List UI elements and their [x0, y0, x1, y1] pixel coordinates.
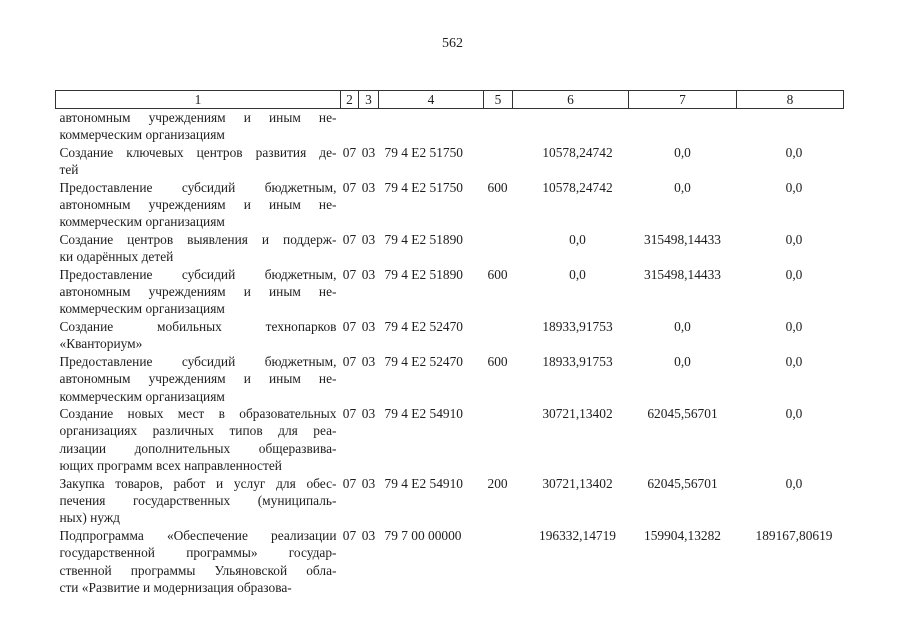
table-row [56, 527, 844, 597]
row-description [56, 144, 341, 179]
table-row [56, 475, 844, 527]
target-article-cell: 79 4 E2 54910 [384, 475, 463, 491]
description-line: ных) нужд [59, 510, 120, 526]
description-line: Предоставление субсидий бюджетным, [59, 179, 337, 195]
section-cell: 07 [342, 266, 357, 282]
description-line: автономным учреждениям и иным не- [59, 284, 337, 300]
subsection-cell [359, 109, 379, 144]
target-article-cell: 79 7 00 00000 [384, 527, 462, 543]
description-line: Подпрограмма «Обеспечение реализации [59, 527, 337, 543]
target-article-cell: 79 4 E2 52470 [384, 353, 463, 369]
column-number-row [56, 91, 844, 109]
expense-type-cell [484, 405, 513, 475]
subsection-cell: 03 [361, 527, 376, 543]
column-header-4: 4 [379, 91, 484, 109]
value-cell-col6: 18933,91753 [542, 318, 613, 334]
description-line: «Кванториум» [59, 336, 143, 352]
value-cell-col6: 196332,14719 [539, 527, 616, 543]
value-cell-col6: 0,0 [569, 231, 586, 247]
value-cell-col8 [737, 109, 844, 144]
subsection-cell: 03 [361, 179, 376, 195]
expense-type-cell: 200 [487, 475, 508, 491]
target-article-cell: 79 4 E2 51890 [384, 266, 463, 282]
column-header-8: 8 [737, 91, 844, 109]
column-header-7: 7 [629, 91, 737, 109]
value-cell-col6: 18933,91753 [542, 353, 613, 369]
value-cell-col7: 315498,14433 [644, 266, 721, 282]
expense-type-cell [484, 527, 513, 597]
description-line: сти «Развитие и модернизация образова- [59, 579, 292, 595]
value-cell-col7: 159904,13282 [644, 527, 721, 543]
section-cell: 07 [342, 318, 357, 334]
section-cell: 07 [342, 231, 357, 247]
page-number: 562 [442, 36, 463, 51]
target-article-cell: 79 4 E2 51750 [384, 179, 463, 195]
description-line: коммерческим организациям [59, 388, 225, 404]
expense-type-cell [484, 231, 513, 266]
section-cell: 07 [342, 475, 357, 491]
column-header-5: 5 [484, 91, 513, 109]
table-row [56, 179, 844, 231]
table-row [56, 266, 844, 318]
subsection-cell: 03 [361, 475, 376, 491]
expense-type-cell: 600 [487, 179, 508, 195]
value-cell-col8: 0,0 [785, 144, 803, 160]
table-row [56, 318, 844, 353]
value-cell-col7: 62045,56701 [647, 475, 718, 491]
target-article-cell: 79 4 E2 52470 [384, 318, 463, 334]
subsection-cell: 03 [361, 353, 376, 369]
description-line: печения государственных (муниципаль- [59, 492, 337, 508]
subsection-cell: 03 [361, 266, 376, 282]
table-row [56, 144, 844, 179]
value-cell-col7: 0,0 [674, 318, 691, 334]
section-cell: 07 [342, 144, 357, 160]
description-line: ственной программы Ульяновской обла- [59, 562, 337, 578]
row-description [56, 266, 341, 318]
value-cell-col8: 0,0 [785, 405, 803, 421]
value-cell-col8: 189167,80619 [755, 527, 833, 543]
value-cell-col6: 0,0 [569, 266, 586, 282]
description-line: Создание ключевых центров развития де- [59, 144, 337, 160]
description-line: тей [59, 162, 79, 178]
expense-type-cell [484, 318, 513, 353]
value-cell-col7: 62045,56701 [647, 405, 718, 421]
description-line: ки одарённых детей [59, 249, 174, 265]
value-cell-col8: 0,0 [785, 475, 803, 491]
column-header-3: 3 [359, 91, 379, 109]
column-header-6: 6 [513, 91, 629, 109]
value-cell-col6: 30721,13402 [542, 405, 613, 421]
value-cell-col6: 10578,24742 [542, 179, 613, 195]
description-line: Предоставление субсидий бюджетным, [59, 266, 337, 282]
value-cell-col6: 30721,13402 [542, 475, 613, 491]
description-line: Создание новых мест в образовательных [59, 405, 337, 421]
expense-type-cell [484, 144, 513, 179]
value-cell-col7 [629, 109, 737, 144]
value-cell-col7: 0,0 [674, 144, 691, 160]
description-line: Создание мобильных технопарков [59, 318, 337, 334]
description-line: коммерческим организациям [59, 214, 225, 230]
row-description [56, 318, 341, 353]
section-cell: 07 [342, 405, 357, 421]
expense-type-cell: 600 [487, 353, 508, 369]
description-line: государственной программы» государ- [59, 545, 337, 561]
value-cell-col8: 0,0 [785, 266, 803, 282]
subsection-cell: 03 [361, 318, 376, 334]
section-cell [341, 109, 359, 144]
value-cell-col6: 10578,24742 [542, 144, 613, 160]
description-line: Предоставление субсидий бюджетным, [59, 353, 337, 369]
target-article-cell: 79 4 E2 54910 [384, 405, 463, 421]
table-row [56, 109, 844, 144]
subsection-cell: 03 [361, 144, 376, 160]
section-cell: 07 [342, 353, 357, 369]
table-row [56, 405, 844, 475]
target-article-cell [379, 109, 484, 144]
subsection-cell: 03 [361, 405, 376, 421]
column-header-1: 1 [56, 91, 341, 109]
table-row [56, 353, 844, 405]
value-cell-col7: 315498,14433 [644, 231, 721, 247]
description-line: ющих программ всех направленностей [59, 458, 282, 474]
subsection-cell: 03 [361, 231, 376, 247]
description-line: автономным учреждениям и иным не- [59, 371, 337, 387]
table-body [56, 109, 844, 597]
column-header-2: 2 [341, 91, 359, 109]
row-description [56, 405, 341, 475]
description-line: лизации дополнительных общеразвива- [59, 440, 337, 456]
description-line: Закупка товаров, работ и услуг для обес- [59, 475, 337, 491]
row-description [56, 353, 341, 405]
section-cell: 07 [342, 179, 357, 195]
expense-type-cell: 600 [487, 266, 508, 282]
row-description [56, 527, 341, 597]
value-cell-col8: 0,0 [785, 179, 803, 195]
description-line: организациях различных типов для реа- [59, 423, 337, 439]
description-line: автономным учреждениям и иным не- [59, 110, 337, 125]
target-article-cell: 79 4 E2 51890 [384, 231, 463, 247]
value-cell-col7: 0,0 [674, 353, 691, 369]
description-line: Создание центров выявления и поддерж- [59, 231, 337, 247]
row-description [56, 179, 341, 231]
value-cell-col8: 0,0 [785, 353, 803, 369]
target-article-cell: 79 4 E2 51750 [384, 144, 463, 160]
section-cell: 07 [342, 527, 357, 543]
description-line: автономным учреждениям и иным не- [59, 197, 337, 213]
value-cell-col8: 0,0 [785, 231, 803, 247]
table-row [56, 231, 844, 266]
budget-table [55, 90, 844, 596]
row-description [56, 475, 341, 527]
value-cell-col6 [513, 109, 629, 144]
row-description [56, 109, 341, 144]
description-line: коммерческим организациям [59, 301, 225, 317]
value-cell-col7: 0,0 [674, 179, 691, 195]
expense-type-cell [484, 109, 513, 144]
value-cell-col8: 0,0 [785, 318, 803, 334]
row-description [56, 231, 341, 266]
description-line: коммерческим организациям [59, 127, 225, 143]
